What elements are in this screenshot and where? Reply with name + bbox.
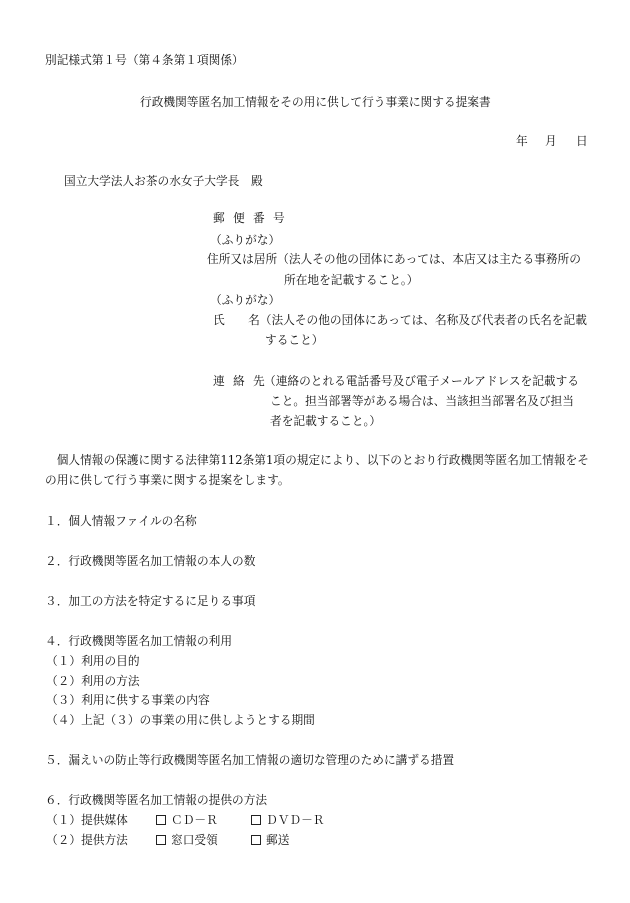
checkbox-counter-pickup[interactable] bbox=[156, 835, 166, 845]
name-label: 氏 名 bbox=[213, 313, 260, 327]
section-6-heading: ６．行政機関等匿名加工情報の提供の方法 bbox=[45, 793, 268, 807]
section-5-heading: ５．漏えいの防止等行政機関等匿名加工情報の適切な管理のために講ずる措置 bbox=[45, 753, 455, 767]
addressee: 国立大学法人お茶の水女子大学長 殿 bbox=[64, 174, 263, 188]
section-4-item: （２）利用の方法 bbox=[46, 674, 140, 688]
choice-label-counter-pickup: 窓口受領 bbox=[171, 833, 218, 847]
choice-label-postal-mail: 郵送 bbox=[266, 833, 290, 847]
checkbox-dvd-r[interactable] bbox=[251, 815, 261, 825]
provision-method-label: （２）提供方法 bbox=[46, 833, 128, 847]
contact-label: 連絡先 bbox=[213, 374, 273, 388]
date-year-label: 年 bbox=[516, 134, 528, 148]
furigana-name-label: （ふりがな） bbox=[210, 293, 281, 307]
address-note-line: 所在地を記載すること。） bbox=[284, 273, 419, 287]
provision-media-label: （１）提供媒体 bbox=[46, 813, 128, 827]
document-title: 行政機関等匿名加工情報をその用に供して行う事業に関する提案書 bbox=[140, 95, 491, 109]
section-4-item: （４）上記（３）の事業の用に供しようとする期間 bbox=[46, 713, 315, 727]
form-reference: 別記様式第１号（第４条第１項関係） bbox=[45, 53, 244, 67]
contact-note-line: 者を記載すること。） bbox=[270, 414, 382, 428]
section-4-item: （３）利用に供する事業の内容 bbox=[46, 693, 210, 707]
date-month-label: 月 bbox=[545, 134, 557, 148]
section-3-heading: ３．加工の方法を特定するに足りる事項 bbox=[45, 594, 256, 608]
name-row bbox=[213, 313, 587, 327]
checkbox-cd-r[interactable] bbox=[156, 815, 166, 825]
name-note-line: すること） bbox=[265, 333, 324, 347]
furigana-address-label: （ふりがな） bbox=[210, 233, 281, 247]
section-2-heading: ２．行政機関等匿名加工情報の本人の数 bbox=[45, 554, 256, 568]
section-4-heading: ４．行政機関等匿名加工情報の利用 bbox=[45, 634, 233, 648]
address-note-line: （法人その他の団体にあっては、本店又は主たる事務所の bbox=[277, 252, 581, 266]
statement-line: の用に供して行う事業に関する提案をします。 bbox=[45, 473, 290, 487]
address-row bbox=[207, 252, 581, 266]
postal-code-label: 郵便番号 bbox=[213, 211, 293, 225]
choice-label-cd-r: ＣＤ－Ｒ bbox=[171, 813, 218, 827]
contact-note-line: （連絡のとれる電話番号及び電子メールアドレスを記載する bbox=[264, 374, 579, 388]
choice-label-dvd-r: ＤＶＤ－Ｒ bbox=[266, 813, 325, 827]
section-4-item: （１）利用の目的 bbox=[46, 654, 140, 668]
name-note-line: （法人その他の団体にあっては、名称及び代表者の氏名を記載 bbox=[259, 313, 587, 327]
statement-line: 個人情報の保護に関する法律第112条第1項の規定により、以下のとおり行政機関等匿名加工情報をそ bbox=[45, 453, 589, 467]
section-1-heading: １．個人情報ファイルの名称 bbox=[45, 514, 197, 528]
date-day-label: 日 bbox=[576, 134, 588, 148]
contact-note-line: こと。担当部署等がある場合は、当該担当部署名及び担当 bbox=[270, 394, 574, 408]
address-label: 住所又は居所 bbox=[207, 252, 278, 266]
checkbox-postal-mail[interactable] bbox=[251, 835, 261, 845]
